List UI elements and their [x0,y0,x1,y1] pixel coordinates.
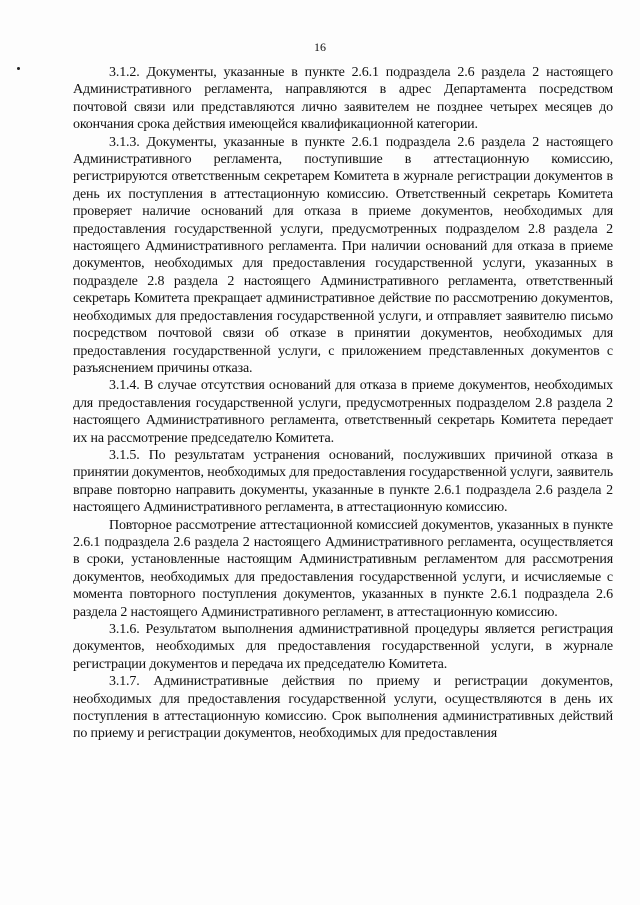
paragraph-3-1-3: 3.1.3. Документы, указанные в пункте 2.6.1 подраздела 2.6 раздела 2 настоящего Административного регламента, поступившие в аттестационную комиссию, регистрируются ответственным секретарем Комитета в журнале регистрации документов в день их поступления в аттестационную комиссию. Ответственный секретарь Комитета проверяет наличие оснований для отказа в приеме документов, необходимых для предоставления государственной услуги, предусмотренных подразделом 2.8 раздела 2 настоящего Административного регламента. При наличии оснований для отказа в приеме документов, необходимых для предоставления государственной услуги, указанных в подразделе 2.8 раздела 2 настоящего Административного регламента, ответственный секретарь Комитета прекращает административное действие по рассмотрению документов, необходимых для предоставления государственной услуги, и отправляет заявителю письмо посредством почтовой связи об отказе в принятии документов, необходимых для предоставления государственной услуги, с приложением представленных документов с разъяснением причины отказа. [73,134,613,376]
paragraph-3-1-4: 3.1.4. В случае отсутствия оснований для отказа в приеме документов, необходимых для предоставления государственной услуги, предусмотренных подразделом 2.8 раздела 2 настоящего Административного регламента, ответственный секретарь Комитета передает их на рассмотрение председателю Комитета. [73,378,613,446]
paragraph-repeat-review: Повторное рассмотрение аттестационной комиссией документов, указанных в пункте 2.6.1 подраздела 2.6 раздела 2 настоящего Административного регламента, осуществляется в сроки, установленные настоящим Административным регламентом для рассмотрения документов, необходимых для предоставления государственной услуги, и исчисляемые с момента повторного поступления документов, указанных в пункте 2.6.1 подраздела 2.6 раздела 2 настоящего Административного регламент, в аттестационную комиссию. [73,517,613,620]
page-number: 16 [314,40,326,54]
document-body [73,64,613,743]
paragraph-3-1-6: 3.1.6. Результатом выполнения административной процедуры является регистрация документов, необходимых для предоставления государственной услуги, в журнале регистрации документов и передача их председателю Комитета. [73,622,613,672]
scan-speck [17,67,20,70]
paragraph-3-1-7: 3.1.7. Административные действия по приему и регистрации документов, необходимых для предоставления государственной услуги, осуществляются в день их поступления в аттестационную комиссию. Срок выполнения административных действий по приему и регистрации документов, необходимых для предоставления [73,674,613,742]
paragraph-3-1-5: 3.1.5. По результатам устранения оснований, послуживших причиной отказа в принятии документов, необходимых для предоставления государственной услуги, заявитель вправе повторно направить документы, указанные в пункте 2.6.1 подраздела 2.6 раздела 2 настоящего Административного регламента, в аттестационную комиссию. [73,447,613,516]
paragraph-3-1-2: 3.1.2. Документы, указанные в пункте 2.6.1 подраздела 2.6 раздела 2 настоящего Административного регламента, направляются в адрес Департамента посредством почтовой связи или представляются лично заявителем не позднее четырех месяцев до окончания срока действия имеющейся квалификационной категории. [73,65,613,133]
